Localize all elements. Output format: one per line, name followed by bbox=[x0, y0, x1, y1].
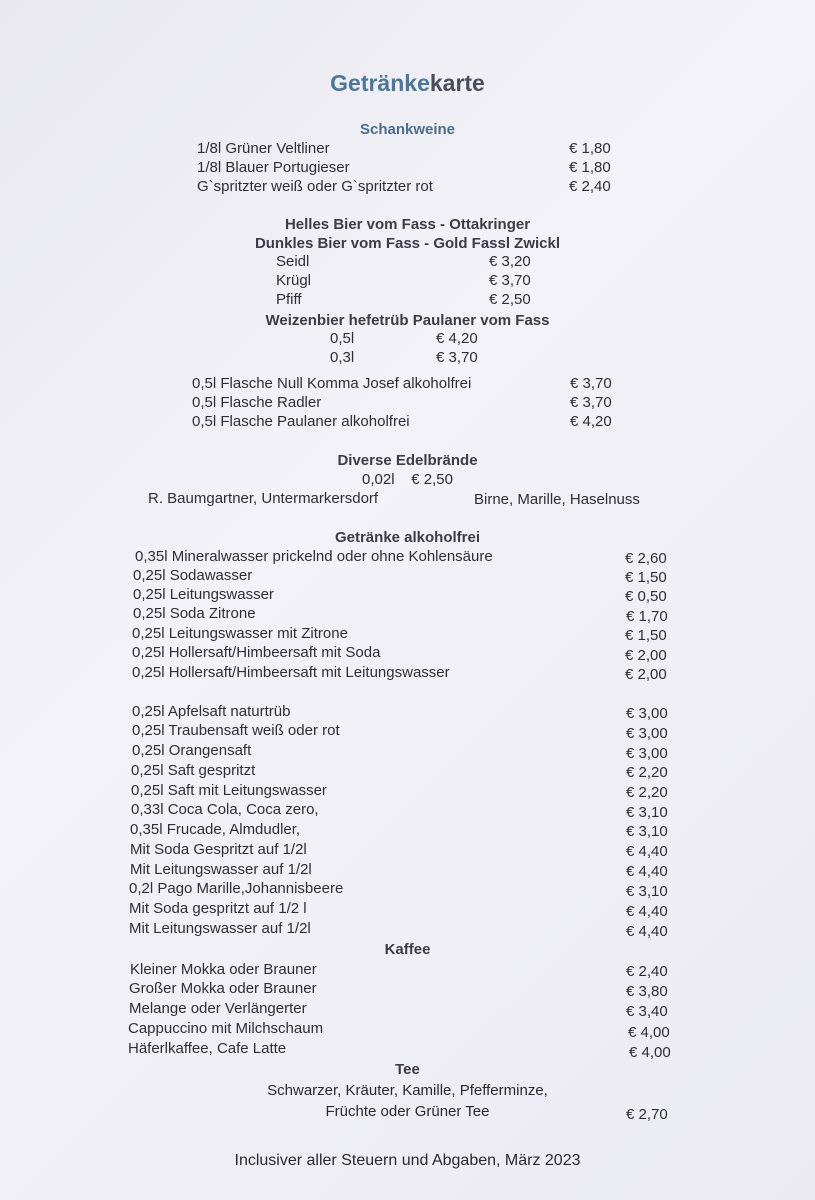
menu-item: 0,25l Hollersaft/Himbeersaft mit Soda bbox=[132, 644, 381, 661]
menu-item: 0,5l Flasche Null Komma Josef alkoholfrei bbox=[192, 375, 472, 392]
page-title: Getränkekarte bbox=[330, 70, 485, 96]
section-heading-alkoholfrei: Getränke alkoholfrei bbox=[334, 529, 481, 546]
menu-item: 0,25l Saft gespritzt bbox=[131, 762, 256, 779]
menu-price: € 2,40 bbox=[569, 178, 611, 195]
menu-item: Kleiner Mokka oder Brauner bbox=[130, 961, 317, 978]
footer-note: Inclusiver aller Steuern und Abgaben, März 2023 bbox=[234, 1152, 581, 1169]
menu-price: € 3,10 bbox=[626, 883, 668, 900]
menu-item: Krügl bbox=[276, 272, 312, 289]
menu-item: Mit Leitungswasser auf 1/2l bbox=[130, 861, 312, 878]
menu-price: € 3,00 bbox=[626, 705, 668, 722]
menu-price: € 3,00 bbox=[626, 745, 668, 762]
menu-item: Mit Soda Gespritzt auf 1/2l bbox=[130, 841, 307, 858]
menu-price: € 1,70 bbox=[626, 608, 668, 625]
menu-price: € 0,50 bbox=[625, 588, 667, 605]
menu-price: € 3,00 bbox=[626, 725, 668, 742]
edelbraende-producer: R. Baumgartner, Untermarkersdorf bbox=[148, 490, 379, 507]
menu-item: 0,35l Frucade, Almdudler, bbox=[130, 821, 301, 838]
menu-price: € 3,70 bbox=[570, 394, 612, 411]
edelbraende-sorts: Birne, Marille, Haselnuss bbox=[474, 491, 640, 508]
tee-varieties-line1: Schwarzer, Kräuter, Kamille, Pfefferminze, bbox=[267, 1082, 548, 1099]
edelbraende-size-price: 0,02l € 2,50 bbox=[362, 471, 453, 488]
menu-item: Häferlkaffee, Cafe Latte bbox=[128, 1040, 287, 1057]
menu-item: 1/8l Blauer Portugieser bbox=[197, 159, 350, 176]
menu-item: 0,25l Hollersaft/Himbeersaft mit Leitungswasser bbox=[132, 664, 450, 681]
section-heading-weizenbier: Weizenbier hefetrüb Paulaner vom Fass bbox=[265, 312, 550, 329]
menu-item: Seidl bbox=[276, 253, 310, 270]
menu-price: € 3,80 bbox=[626, 983, 668, 1000]
menu-item: 1/8l Grüner Veltliner bbox=[197, 140, 330, 157]
menu-item: Mit Soda gespritzt auf 1/2 l bbox=[129, 900, 307, 917]
menu-price: € 4,40 bbox=[626, 863, 668, 880]
menu-item: Cappuccino mit Milchschaum bbox=[128, 1020, 324, 1037]
menu-price: € 4,00 bbox=[628, 1024, 670, 1041]
section-heading-edelbraende: Diverse Edelbrände bbox=[337, 452, 478, 469]
menu-price: € 1,50 bbox=[625, 627, 667, 644]
menu-price: € 3,10 bbox=[626, 804, 668, 821]
menu-price: € 4,40 bbox=[626, 903, 668, 920]
menu-item: 0,25l Soda Zitrone bbox=[133, 605, 256, 622]
menu-price: € 2,20 bbox=[626, 764, 668, 781]
menu-price: € 2,00 bbox=[625, 647, 667, 664]
menu-price: € 3,70 bbox=[436, 349, 478, 366]
menu-price: € 2,60 bbox=[625, 550, 667, 567]
menu-item: 0,3l bbox=[330, 349, 355, 366]
menu-item: 0,35l Mineralwasser prickelnd oder ohne Kohlensäure bbox=[135, 548, 493, 565]
menu-price: € 1,80 bbox=[569, 159, 611, 176]
menu-item: Großer Mokka oder Brauner bbox=[129, 980, 317, 997]
section-heading-kaffee: Kaffee bbox=[384, 941, 431, 958]
menu-item: Pfiff bbox=[276, 291, 302, 308]
menu-item: 0,33l Coca Cola, Coca zero, bbox=[131, 801, 319, 818]
menu-item: 0,25l Orangensaft bbox=[132, 742, 252, 759]
section-heading-tee: Tee bbox=[395, 1061, 420, 1078]
menu-item: 0,25l Saft mit Leitungswasser bbox=[131, 782, 327, 799]
section-heading-schankweine: Schankweine bbox=[359, 121, 456, 138]
menu-price: € 2,20 bbox=[626, 784, 668, 801]
menu-item: 0,25l Leitungswasser mit Zitrone bbox=[132, 625, 348, 642]
menu-item: 0,25l Leitungswasser bbox=[133, 586, 274, 603]
menu-price: € 3,20 bbox=[489, 253, 531, 270]
menu-price: € 4,20 bbox=[436, 330, 478, 347]
menu-item: 0,2l Pago Marille,Johannisbeere bbox=[129, 880, 344, 897]
menu-price: € 4,40 bbox=[626, 843, 668, 860]
menu-price: € 4,20 bbox=[570, 413, 612, 430]
menu-price: € 3,70 bbox=[489, 272, 531, 289]
menu-price: € 1,50 bbox=[625, 569, 667, 586]
menu-item: 0,5l Flasche Paulaner alkoholfrei bbox=[192, 413, 410, 430]
menu-item: 0,25l Traubensaft weiß oder rot bbox=[132, 722, 340, 739]
menu-item: Mit Leitungswasser auf 1/2l bbox=[129, 920, 311, 937]
menu-item: G`spritzter weiß oder G`spritzter rot bbox=[197, 178, 433, 195]
menu-price: € 1,80 bbox=[569, 140, 611, 157]
menu-item: 0,25l Apfelsaft naturtrüb bbox=[132, 703, 291, 720]
menu-price: € 3,70 bbox=[570, 375, 612, 392]
section-heading-dunkles-bier: Dunkles Bier vom Fass - Gold Fassl Zwickl bbox=[254, 235, 561, 252]
menu-price: € 2,50 bbox=[489, 291, 531, 308]
menu-price: € 3,10 bbox=[626, 823, 668, 840]
menu-item: 0,25l Sodawasser bbox=[133, 567, 253, 584]
menu-price: € 2,70 bbox=[626, 1106, 668, 1123]
menu-price: € 3,40 bbox=[626, 1003, 668, 1020]
menu-price: € 4,40 bbox=[626, 923, 668, 940]
menu-price: € 4,00 bbox=[629, 1044, 671, 1061]
menu-item: Melange oder Verlängerter bbox=[129, 1000, 307, 1017]
menu-price: € 2,40 bbox=[626, 963, 668, 980]
tee-varieties-line2: Früchte oder Grüner Tee bbox=[325, 1103, 490, 1120]
menu-price: € 2,00 bbox=[625, 666, 667, 683]
menu-item: 0,5l Flasche Radler bbox=[192, 394, 322, 411]
section-heading-helles-bier: Helles Bier vom Fass - Ottakringer bbox=[284, 216, 531, 233]
menu-item: 0,5l bbox=[330, 330, 355, 347]
